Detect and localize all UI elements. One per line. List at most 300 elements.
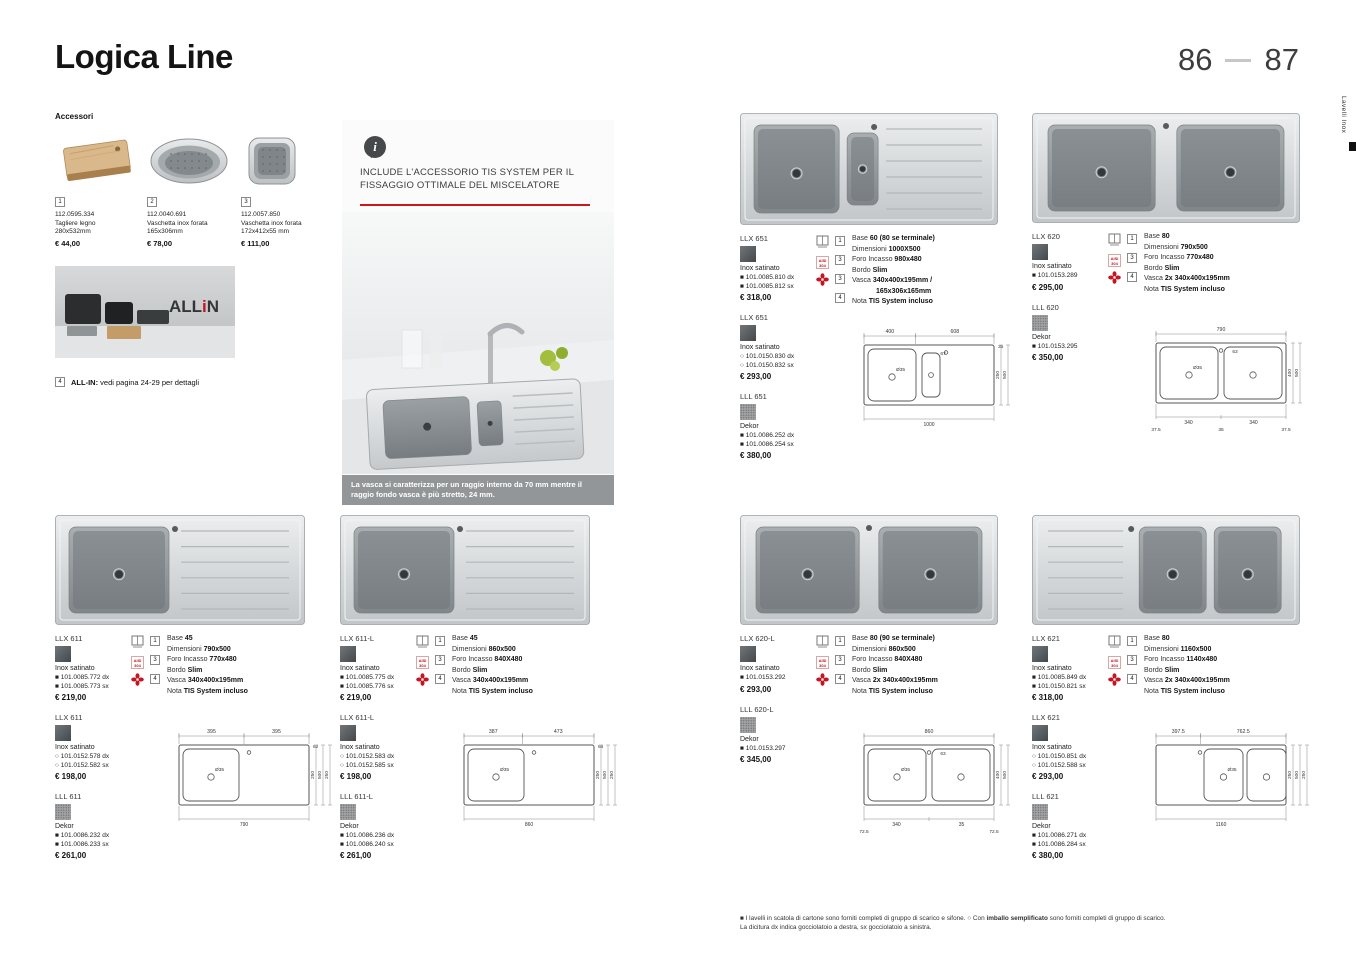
accessory-ref-number: 4 <box>1127 272 1137 282</box>
spec-label: Bordo <box>452 666 473 674</box>
finish-label: Dekor <box>1032 823 1051 830</box>
article-code: ○ 101.0152.582 sx <box>55 761 109 769</box>
sink-photo <box>740 515 998 625</box>
svg-text:67: 67 <box>940 352 946 357</box>
accessory-number: 3 <box>241 197 251 207</box>
finish-swatch-dekor <box>740 717 756 733</box>
badge-row <box>816 253 852 267</box>
article-code: ■ 101.0085.775 dx <box>340 674 395 681</box>
spec-label: Base <box>1144 233 1162 240</box>
aisi-icon <box>1108 654 1121 667</box>
article-code: ■ 101.0085.812 sx <box>740 282 794 290</box>
spec-line <box>852 266 1012 277</box>
spec-line <box>852 676 1012 687</box>
svg-text:Ø35: Ø35 <box>1193 366 1203 371</box>
spec-label: Base <box>1144 635 1162 642</box>
accessory-ref-number: 1 <box>435 636 445 646</box>
price: € 261,00 <box>340 851 372 860</box>
variant <box>340 792 414 860</box>
badge-column <box>1108 634 1144 691</box>
fan-icon <box>816 673 829 686</box>
price: € 345,00 <box>740 755 772 764</box>
spec-value: 840X480 <box>494 656 523 663</box>
aisi-icon <box>1108 252 1121 265</box>
spec-value: 80 <box>1161 635 1170 642</box>
svg-text:250: 250 <box>610 770 615 780</box>
accessory-ref-number: 3 <box>835 655 845 665</box>
model-name: LLL 620 <box>1032 302 1059 312</box>
product-block-llx-621 <box>1032 515 1332 860</box>
spec-label: Nota <box>167 687 184 695</box>
technical-drawing <box>444 725 622 844</box>
variant <box>1032 303 1106 363</box>
sink-photo <box>55 515 305 625</box>
price: € 380,00 <box>740 451 772 460</box>
spec-label: Vasca <box>452 677 473 684</box>
spec-value: Slim <box>187 666 203 674</box>
variant <box>1032 713 1106 781</box>
variant <box>340 713 414 781</box>
accessory-ref-number: 4 <box>835 674 845 684</box>
spec-value: TIS System incluso <box>1160 285 1225 293</box>
article-code: ■ 101.0086.252 dx <box>740 432 795 439</box>
spec-label: Foro Incasso <box>167 656 210 663</box>
finish-swatch-dekor <box>1032 315 1048 331</box>
variant <box>1032 634 1106 702</box>
fan-icon <box>816 273 829 286</box>
hero-info-line2: FISSAGGIO OTTIMALE DEL MISCELATORE <box>360 180 560 191</box>
article-code: ■ 101.0153.297 <box>740 744 786 752</box>
spec-value: TIS System incluso <box>183 687 248 695</box>
spec-line <box>852 234 1012 245</box>
spec-line <box>852 255 1012 266</box>
rect-basket-photo <box>241 132 311 190</box>
aisi-icon <box>816 254 829 267</box>
accessory-ref-number: 1 <box>835 236 845 246</box>
spec-label: Nota <box>1144 687 1161 695</box>
fan-icon <box>416 673 429 686</box>
spec-value: Slim <box>472 666 488 674</box>
cabinet-icon <box>416 635 429 648</box>
spec-line <box>452 666 612 677</box>
svg-text:250: 250 <box>311 770 316 780</box>
footnote <box>740 914 1345 932</box>
blank-icon <box>816 292 829 305</box>
spec-list <box>1144 634 1304 697</box>
spec-value: 340x400x195mm <box>187 677 244 684</box>
spec-label: Dimensioni <box>1144 243 1181 251</box>
spec-line <box>852 645 1012 656</box>
badge-row <box>131 653 167 667</box>
badge-column <box>1108 232 1144 289</box>
spec-line <box>852 666 1012 677</box>
finish-swatch-inox <box>1032 244 1048 260</box>
spec-line <box>1144 634 1304 645</box>
spec-value: TIS System incluso <box>868 298 933 305</box>
page-numbers <box>1178 42 1299 78</box>
spec-value: 1000X500 <box>888 245 921 253</box>
article-code: ■ 101.0153.295 <box>1032 342 1078 350</box>
svg-text:37.5: 37.5 <box>1281 428 1291 433</box>
svg-text:340: 340 <box>892 822 901 828</box>
model-name: LLL 621 <box>1032 792 1059 801</box>
article-code: ■ 101.0086.284 sx <box>1032 840 1086 848</box>
spec-line <box>1144 264 1304 275</box>
spec-line <box>167 645 327 656</box>
finish-swatch-inox <box>340 725 356 741</box>
article-code: ■ 101.0153.289 <box>1032 272 1078 279</box>
spec-value: 770x480 <box>1186 254 1214 261</box>
spec-value: 45 <box>469 635 478 642</box>
variant-list <box>55 634 129 871</box>
accessory-item <box>55 126 143 248</box>
finish-label: Inox satinato <box>740 265 780 272</box>
spec-label: Nota <box>852 298 869 305</box>
model-name: LLL 611-L <box>340 792 373 801</box>
section-index-tab <box>1349 142 1356 151</box>
finish-label: Inox satinato <box>55 744 95 751</box>
spec-line <box>1144 666 1304 677</box>
spec-value: 1160x500 <box>1180 645 1212 653</box>
spec-label: Vasca <box>167 677 188 684</box>
model-name: LLX 621 <box>1032 713 1060 722</box>
badge-row <box>416 653 452 667</box>
price: € 219,00 <box>340 693 372 702</box>
cabinet-icon <box>816 235 829 248</box>
model-name: LLX 611 <box>55 634 83 643</box>
model-name: LLX 620-L <box>740 634 775 643</box>
spec-list <box>1144 232 1304 295</box>
hero-caption: La vasca si caratterizza per un raggio interno da 70 mm mentre il raggio fondo vasca è più stretto, 24 mm. <box>342 475 614 505</box>
spec-label: Vasca <box>1144 677 1165 684</box>
variant-list <box>1032 232 1106 373</box>
article-code: ■ 101.0085.810 dx <box>740 274 795 281</box>
spec-value: 80 (90 se terminale) <box>869 635 935 642</box>
oval-basket-photo <box>147 132 232 190</box>
finish-label: Dekor <box>340 823 359 830</box>
price: € 198,00 <box>55 772 87 781</box>
footnote-text: ■ I lavelli in scatola di cartone sono forniti completi di gruppo di scarico e sifone. <box>740 915 968 922</box>
finish-swatch-dekor <box>340 804 356 820</box>
badge-row <box>1108 270 1144 284</box>
article-code: ■ 101.0085.772 dx <box>55 674 110 681</box>
svg-text:ALLiN: ALLiN <box>169 297 220 316</box>
spec-label: Nota <box>452 687 469 695</box>
aisi-icon <box>416 654 429 667</box>
allin-note-text: ALL-IN: vedi pagina 24-29 per dettagli <box>71 377 199 387</box>
svg-text:340: 340 <box>1249 420 1258 426</box>
cabinet-icon <box>1108 233 1121 246</box>
footnote-text: ○ Con <box>967 915 987 922</box>
red-underline <box>360 204 590 206</box>
spec-list <box>852 234 1012 308</box>
svg-text:860: 860 <box>524 822 534 828</box>
model-name: LLL 611 <box>55 792 82 801</box>
hero-photo-panel <box>342 120 614 505</box>
spec-label: Foro Incasso <box>1144 656 1187 663</box>
model-name: LLX 611-L <box>340 713 375 722</box>
spec-line <box>452 645 612 656</box>
section-side-label: Lavelli Inox <box>1340 96 1347 134</box>
spec-line <box>167 676 327 687</box>
finish-swatch-inox <box>55 646 71 662</box>
dimension-drawing <box>844 325 1022 439</box>
spec-label: Dimensioni <box>167 645 204 653</box>
spec-label: Base <box>452 635 470 642</box>
accessory-ref-number: 3 <box>1127 253 1137 263</box>
page-number-dash <box>1225 59 1251 62</box>
svg-text:Ø35: Ø35 <box>215 768 225 773</box>
finish-label: Inox satinato <box>740 665 780 672</box>
finish-swatch-inox <box>740 325 756 341</box>
technical-drawing <box>844 725 1022 844</box>
article-code: ■ 101.0150.821 sx <box>1032 682 1086 690</box>
sink-photo <box>340 515 590 625</box>
svg-text:72.5: 72.5 <box>859 830 869 835</box>
variant <box>55 792 129 860</box>
footnote-line1 <box>740 914 1345 923</box>
cabinet-icon <box>1108 635 1121 648</box>
cabinet-icon <box>816 635 829 648</box>
spec-line <box>1144 274 1304 285</box>
price: € 293,00 <box>740 684 772 694</box>
spec-line <box>852 634 1012 645</box>
article-code: ■ 101.0086.271 dx <box>1032 832 1087 839</box>
svg-text:387: 387 <box>488 729 498 735</box>
svg-text:1160: 1160 <box>1215 822 1227 828</box>
allin-note <box>55 375 255 389</box>
variant <box>55 713 129 781</box>
badge-row <box>816 291 852 305</box>
svg-text:250: 250 <box>1302 770 1307 780</box>
spec-list <box>852 634 1012 697</box>
svg-text:Ø35: Ø35 <box>500 768 510 773</box>
aisi-304-badge: AISI 304 <box>131 656 144 669</box>
spec-line <box>1144 687 1304 698</box>
spec-value: 790x500 <box>1180 243 1208 251</box>
spec-line <box>852 687 1012 698</box>
svg-text:762.5: 762.5 <box>1236 729 1250 735</box>
accessory-photo <box>55 126 143 190</box>
svg-text:473: 473 <box>553 729 563 735</box>
accessory-ref-number: 3 <box>835 274 845 284</box>
spec-label: Nota <box>852 687 869 695</box>
article-code: ○ 101.0150.832 sx <box>740 361 794 369</box>
spec-label: Bordo <box>1144 666 1165 674</box>
footnote-line2: La dicitura dx indica gocciolatoio a destra, sx gocciolatoio a sinistra. <box>740 924 932 931</box>
spec-line <box>852 276 1012 287</box>
badge-column <box>816 634 852 691</box>
spec-value: TIS System incluso <box>468 687 533 695</box>
finish-label: Dekor <box>1032 333 1051 341</box>
article-code: ■ 101.0086.240 sx <box>340 840 394 848</box>
spec-line <box>1144 243 1304 254</box>
svg-text:63: 63 <box>940 752 946 757</box>
svg-text:395: 395 <box>207 729 216 735</box>
spec-value: 2x 340x400x195mm <box>872 677 938 684</box>
svg-text:397.5: 397.5 <box>1171 729 1185 735</box>
price: € 295,00 <box>1032 282 1064 292</box>
spec-value: 860x500 <box>888 645 916 653</box>
model-name: LLL 651 <box>740 392 767 401</box>
badge-column <box>131 634 167 691</box>
svg-text:66: 66 <box>598 745 604 750</box>
info-icon <box>364 136 386 158</box>
spec-line <box>852 287 1012 298</box>
spec-value: 790x500 <box>203 645 231 653</box>
spec-line <box>452 634 612 645</box>
allin-photo <box>55 266 235 358</box>
badge-row <box>131 672 167 686</box>
dimension-drawing <box>1136 725 1314 839</box>
accessory-ref-number: 4 <box>435 674 445 684</box>
spec-line <box>1144 655 1304 666</box>
spec-value: 340x400x195mm <box>472 677 529 684</box>
spec-line <box>1144 676 1304 687</box>
finish-swatch-dekor <box>740 404 756 420</box>
badge-row <box>816 272 852 286</box>
spec-label: Foro Incasso <box>452 656 495 663</box>
spec-label: Dimensioni <box>1144 645 1181 653</box>
spec-line <box>1144 285 1304 296</box>
spec-label: Vasca <box>852 277 873 284</box>
model-name: LLX 620 <box>1032 232 1060 241</box>
cabinet-icon <box>131 635 144 648</box>
spec-label: Dimensioni <box>452 645 489 653</box>
product-block-llx-651 <box>740 113 1040 460</box>
accessory-code: 112.0595.334 <box>55 211 95 218</box>
spec-label: Foro Incasso <box>852 256 895 263</box>
spec-value: TIS System incluso <box>868 687 933 695</box>
svg-text:Ø35: Ø35 <box>896 368 906 373</box>
variant <box>740 705 814 765</box>
spec-list <box>167 634 327 697</box>
spec-value: 2x 340x400x195mm <box>1164 677 1230 684</box>
article-code: ■ 101.0086.233 sx <box>55 840 109 848</box>
page-number-left: 86 <box>1178 42 1213 77</box>
spec-line <box>167 687 327 698</box>
badge-row <box>816 653 852 667</box>
finish-swatch-inox <box>340 646 356 662</box>
spec-value: 60 (80 se terminale) <box>869 235 935 242</box>
finish-label: Inox satinato <box>1032 744 1072 751</box>
svg-text:500: 500 <box>1003 770 1008 780</box>
technical-drawing <box>1136 725 1314 844</box>
spec-value: 980x480 <box>894 256 922 263</box>
svg-text:400: 400 <box>1288 368 1293 378</box>
finish-label: Inox satinato <box>1032 263 1072 270</box>
price: € 198,00 <box>340 772 372 781</box>
badge-row <box>816 634 852 648</box>
spec-value: Slim <box>1164 666 1180 674</box>
price: € 219,00 <box>55 693 87 702</box>
accessory-size: 280x532mm <box>55 228 91 235</box>
svg-text:250: 250 <box>596 770 601 780</box>
svg-text:860: 860 <box>924 729 934 735</box>
svg-text:Ø35: Ø35 <box>901 768 911 773</box>
price: € 293,00 <box>740 372 772 381</box>
accessory-ref-number: 1 <box>1127 234 1137 244</box>
spec-line <box>852 655 1012 666</box>
spec-value: 770x480 <box>209 656 237 663</box>
model-name: LLL 620-L <box>740 704 774 714</box>
spec-value: Slim <box>1164 264 1180 272</box>
technical-drawing <box>844 325 1022 444</box>
price: € 293,00 <box>1032 772 1064 781</box>
accessory-price: € 78,00 <box>147 238 173 248</box>
spec-value: 840X480 <box>894 656 923 663</box>
article-code: ■ 101.0086.254 sx <box>740 440 794 448</box>
badge-row <box>1108 653 1144 667</box>
footnote-bold: imballo semplificato <box>986 915 1048 922</box>
spec-label: Vasca <box>852 677 873 684</box>
variant <box>1032 792 1106 860</box>
svg-text:400: 400 <box>885 329 895 335</box>
accessory-ref-number: 1 <box>1127 636 1137 646</box>
article-code: ○ 101.0152.578 dx <box>55 753 110 760</box>
price: € 350,00 <box>1032 353 1064 362</box>
accessory-ref-number: 1 <box>835 636 845 646</box>
article-code: ○ 101.0152.585 sx <box>340 761 394 769</box>
svg-text:37.5: 37.5 <box>1151 428 1161 433</box>
finish-swatch-inox <box>740 646 756 662</box>
svg-text:35: 35 <box>1218 428 1224 433</box>
article-code: ■ 101.0153.292 <box>740 674 786 681</box>
article-code: ■ 101.0086.232 dx <box>55 832 110 839</box>
product-block-llx-620-l <box>740 515 1040 835</box>
spec-label: Bordo <box>852 266 873 274</box>
spec-line <box>852 297 1012 308</box>
sink-photo <box>1032 515 1300 625</box>
accessory-price: € 44,00 <box>55 238 81 248</box>
aisi-icon <box>131 654 144 667</box>
variant <box>740 234 814 302</box>
spec-label: Dimensioni <box>852 645 889 653</box>
svg-text:500: 500 <box>1295 770 1300 780</box>
accessories-heading: Accessori <box>55 112 94 121</box>
badge-row <box>1108 232 1144 246</box>
spec-label: Bordo <box>852 666 873 674</box>
badge-row <box>1108 672 1144 686</box>
allin-number: 4 <box>55 377 65 387</box>
spec-value: Slim <box>872 266 888 274</box>
article-code: ○ 101.0152.583 dx <box>340 753 395 760</box>
finish-label: Dekor <box>740 735 759 743</box>
svg-text:790: 790 <box>1216 327 1226 333</box>
accessory-ref-number: 3 <box>435 655 445 665</box>
fan-icon <box>1108 271 1121 284</box>
spec-label: Bordo <box>1144 264 1165 272</box>
price: € 261,00 <box>55 851 87 860</box>
aisi-304-badge: AISI 304 <box>816 256 829 269</box>
svg-text:35: 35 <box>998 345 1004 350</box>
variant-list <box>740 234 814 471</box>
accessory-code: 112.0040.691 <box>147 211 187 218</box>
badge-row <box>131 634 167 648</box>
variant-list <box>1032 634 1106 871</box>
spec-value: 2x 340x400x195mm <box>1164 275 1230 282</box>
svg-text:790: 790 <box>239 822 249 828</box>
accessory-ref-number: 3 <box>1127 655 1137 665</box>
finish-label: Inox satinato <box>340 744 380 751</box>
spec-value: 340x400x195mm / <box>872 277 933 284</box>
svg-text:250: 250 <box>996 370 1001 380</box>
svg-text:340: 340 <box>1184 420 1193 426</box>
fan-icon <box>131 673 144 686</box>
svg-text:72.5: 72.5 <box>989 830 999 835</box>
spec-label: Dimensioni <box>852 245 889 253</box>
svg-text:35: 35 <box>958 822 965 828</box>
